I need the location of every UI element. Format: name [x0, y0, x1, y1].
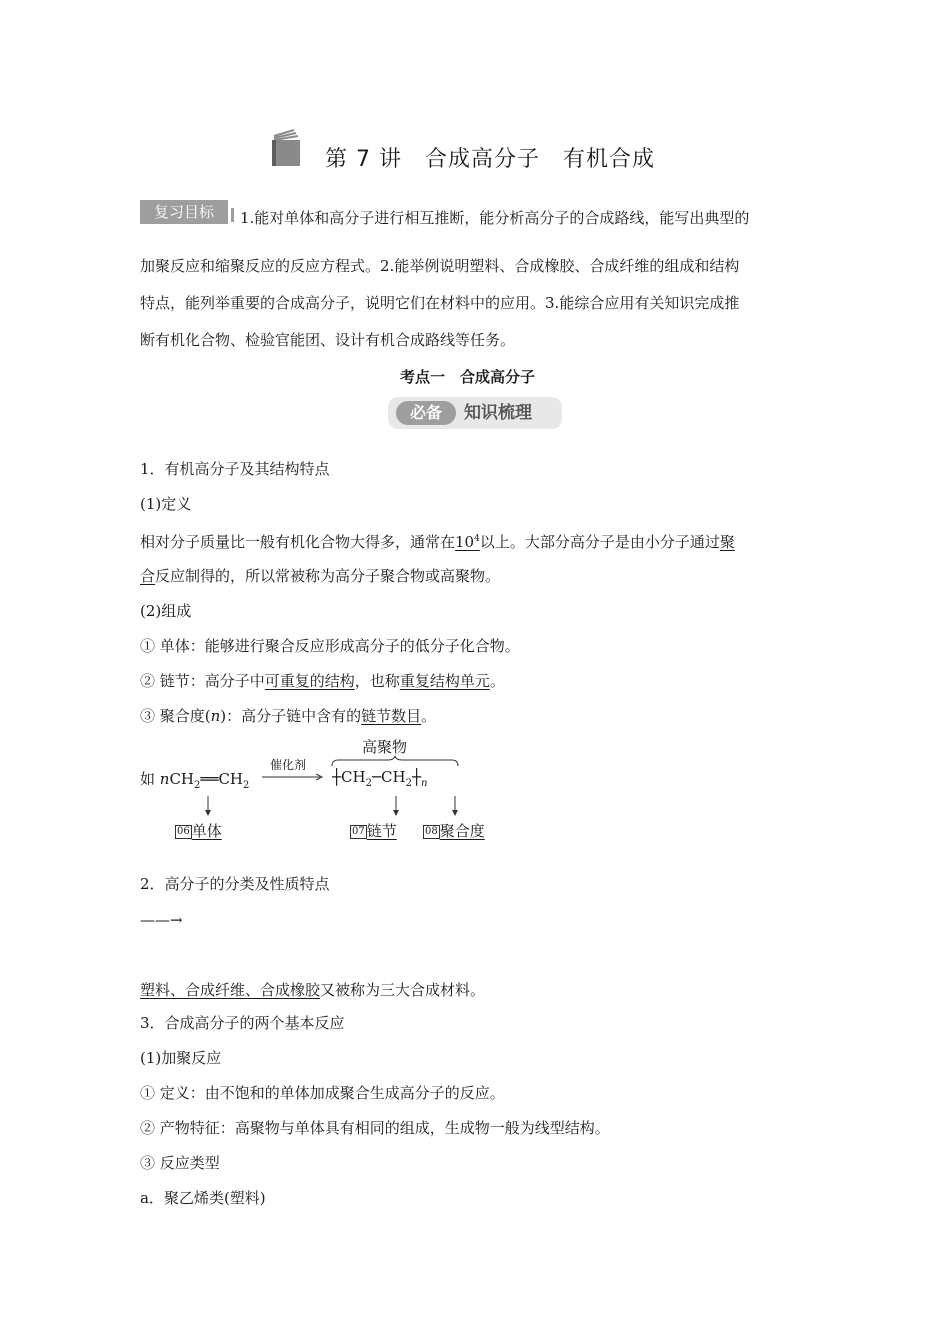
reaction-arrow: [262, 772, 324, 782]
polymer-formula: $┼CH_2─CH_2┼_n$: [332, 768, 428, 789]
heading-1: 1．有机高分子及其结构特点: [140, 460, 330, 478]
review-goal-tag: 复习目标: [140, 200, 228, 224]
polymer-label: 高聚物: [362, 738, 408, 756]
tag-divider: [231, 208, 234, 222]
addition-heading: (1)加聚反应: [140, 1049, 222, 1067]
composition-degree: ③ 聚合度(n)：高分子链中含有的链节数目。: [140, 707, 437, 725]
definition-heading: (1)定义: [140, 495, 192, 513]
addition-product: ② 产物特征：高聚物与单体具有相同的组成，生成物一般为线型结构。: [140, 1119, 610, 1137]
goal-line-3: 特点，能列举重要的合成高分子，说明它们在材料中的应用。3.能综合应用有关知识完成推: [140, 294, 740, 312]
badge-left: 必备: [396, 401, 456, 425]
composition-chain-unit: ② 链节：高分子中可重复的结构，也称重复结构单元。: [140, 672, 505, 690]
polymer-brace: [330, 754, 460, 768]
heading-2: 2．高分子的分类及性质特点: [140, 875, 330, 893]
three-materials: 塑料、合成纤维、合成橡胶又被称为三大合成材料。: [140, 981, 486, 999]
goal-line-2: 加聚反应和缩聚反应的反应方程式。2.能举例说明塑料、合成橡胶、合成纤维的组成和结构: [140, 257, 740, 275]
monomer-formula: 如 $nCH_2══CH_2$: [140, 770, 250, 791]
badge-right: 知识梳理: [464, 403, 532, 423]
section-title: 考点一 合成高分子: [400, 368, 536, 386]
label-monomer: 06 单体: [177, 822, 222, 840]
goal-line-1: 1.能对单体和高分子进行相互推断，能分析高分子的合成路线，能写出典型的: [240, 209, 750, 227]
book-icon: [268, 128, 304, 168]
label-arrows: [200, 792, 560, 822]
goal-line-4: 断有机化合物、检验官能团、设计有机合成路线等任务。: [140, 331, 516, 349]
heading-3: 3．合成高分子的两个基本反应: [140, 1014, 345, 1032]
addition-type-a: a．聚乙烯类(塑料): [140, 1189, 266, 1207]
knowledge-badge: [388, 397, 562, 429]
label-chain-unit: 07 链节: [352, 822, 397, 840]
addition-definition: ① 定义：由不饱和的单体加成聚合生成高分子的反应。: [140, 1084, 505, 1102]
polymer-diagram: [140, 732, 540, 847]
composition-heading: (2)组成: [140, 602, 192, 620]
catalyst-label: 催化剂: [270, 758, 307, 772]
label-degree: 08 聚合度: [425, 822, 485, 840]
definition-line-2: 合反应制得的，所以常被称为高分子聚合物或高聚物。: [140, 567, 501, 585]
classification-arrow: ——→: [140, 911, 183, 929]
composition-monomer: ① 单体：能够进行聚合反应形成高分子的低分子化合物。: [140, 637, 520, 655]
addition-types: ③ 反应类型: [140, 1154, 220, 1172]
definition-line-1: 相对分子质量比一般有机化合物大得多，通常在$10^4$以上。大部分高分子是由小分子通过聚: [140, 533, 735, 551]
page-title: 第 7 讲 合成高分子 有机合成: [325, 147, 655, 172]
